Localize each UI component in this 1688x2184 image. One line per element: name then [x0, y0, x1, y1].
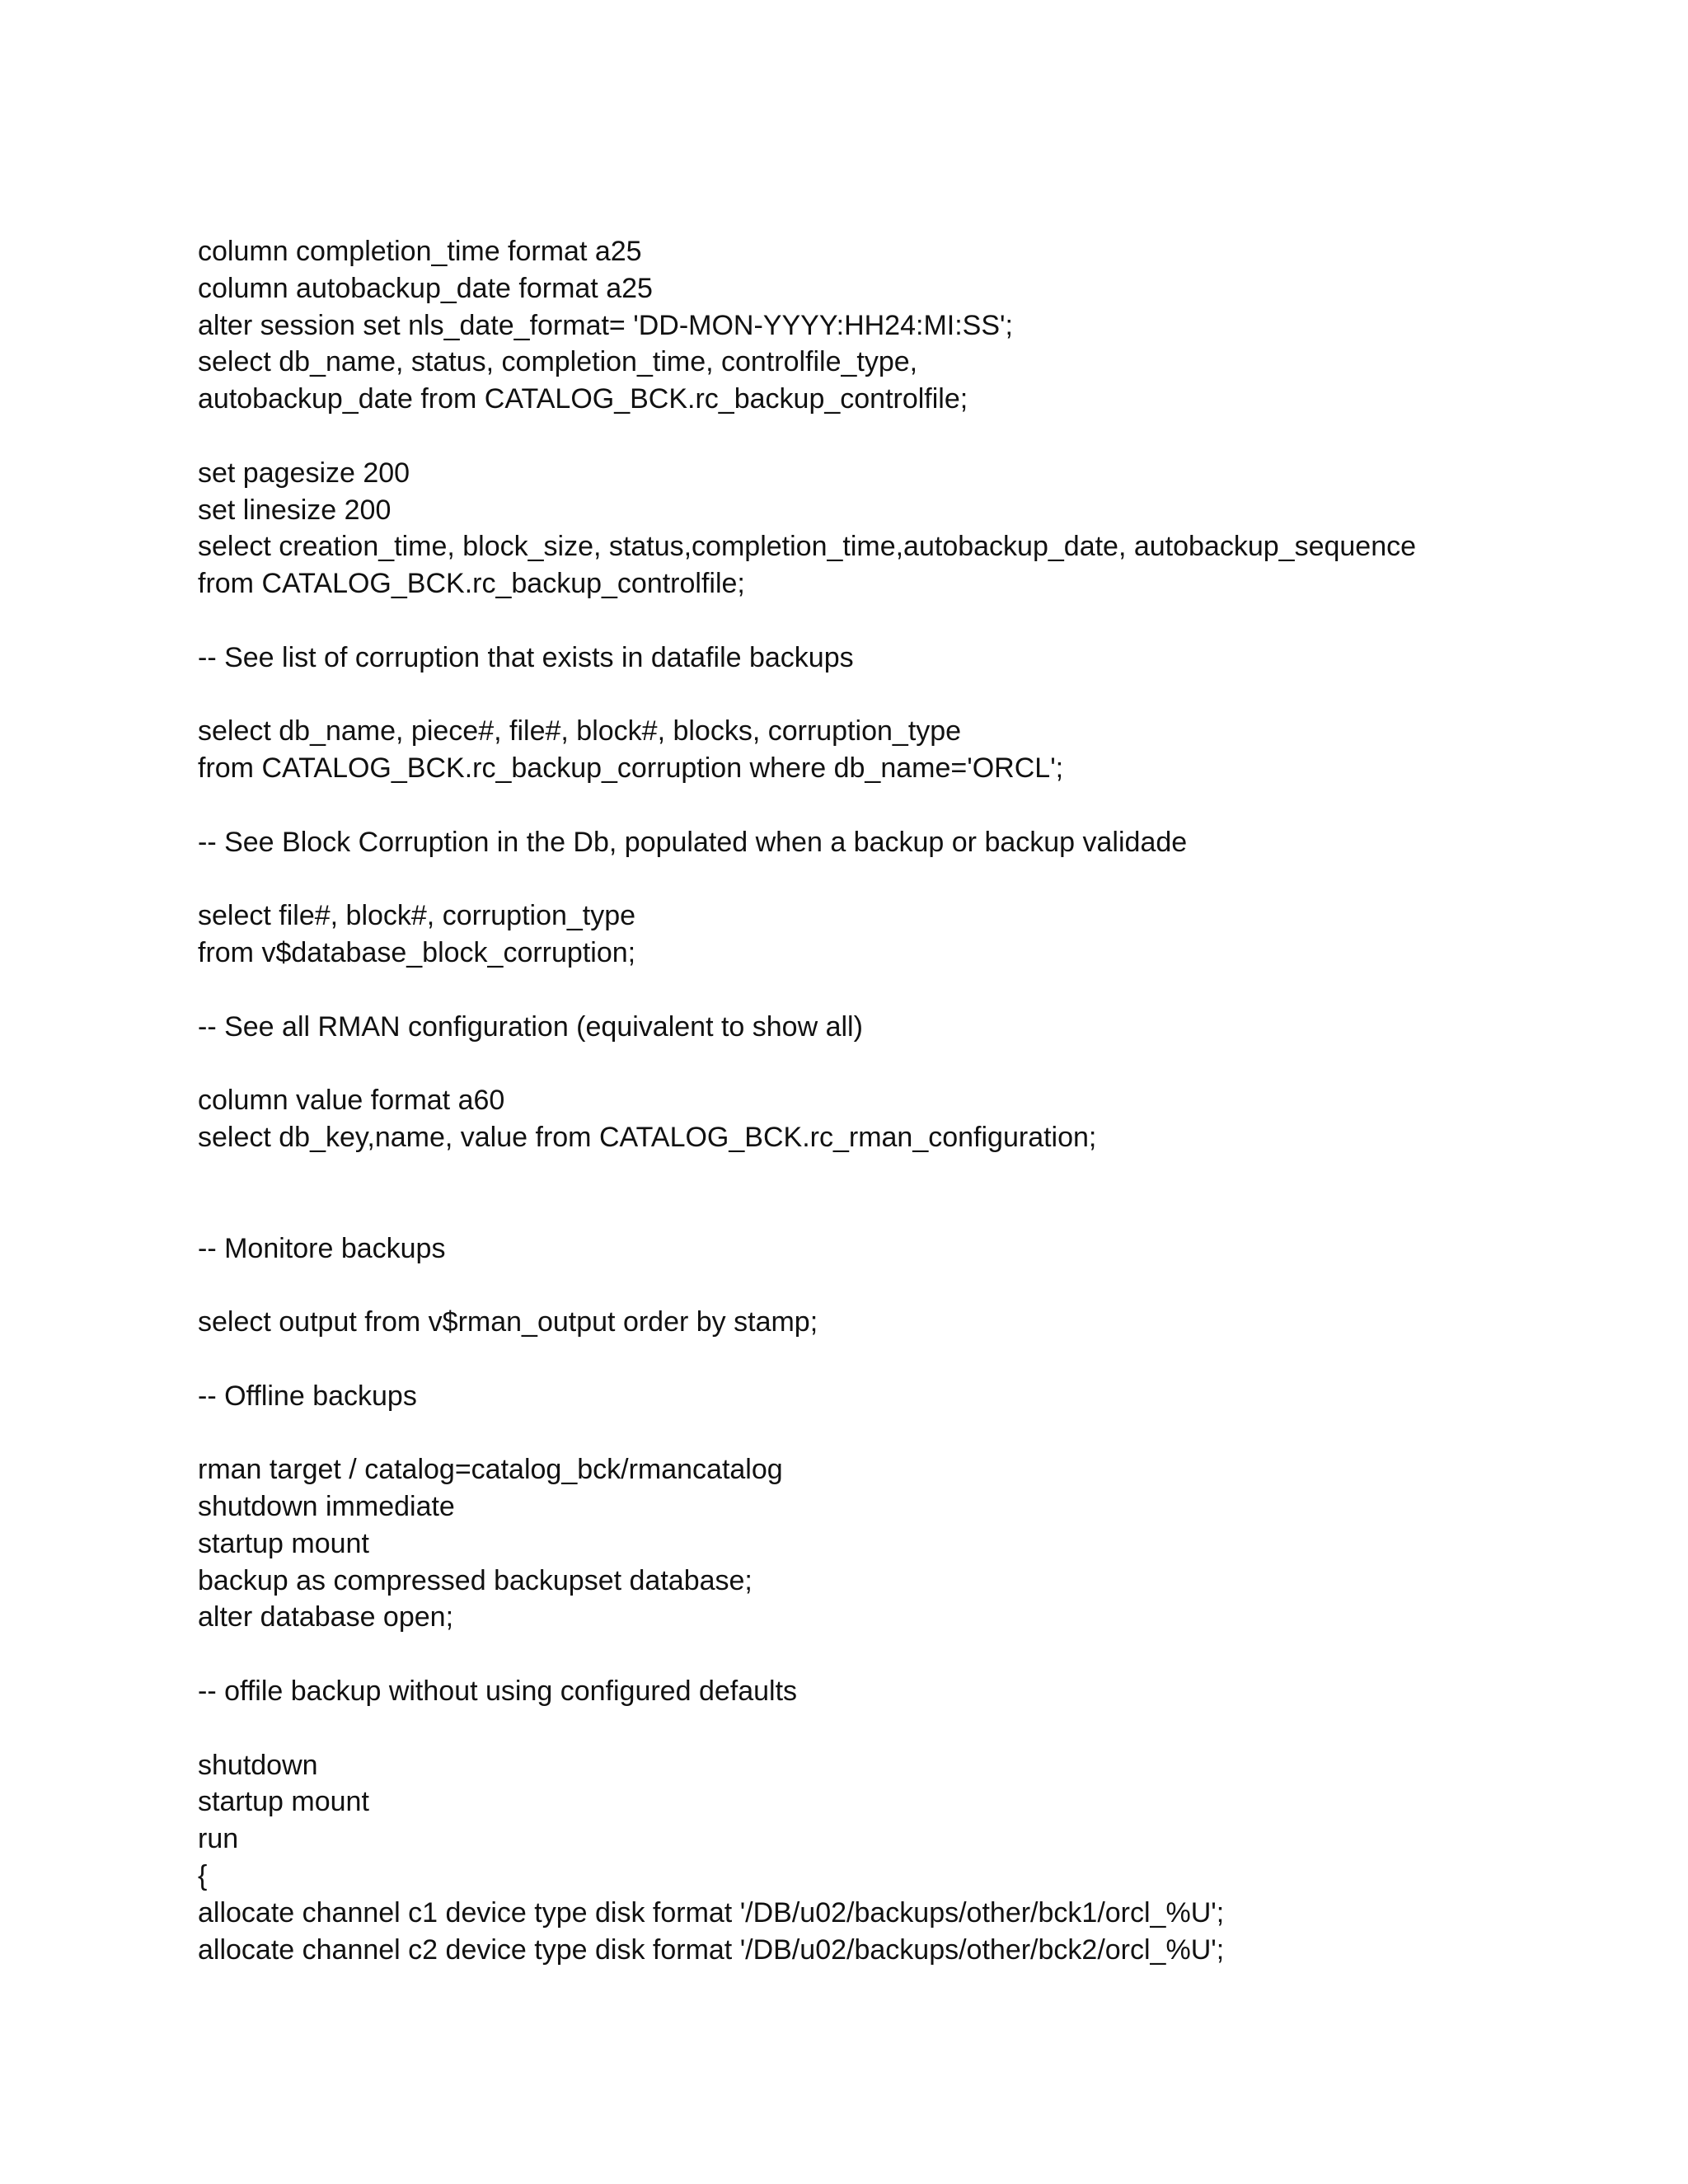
- document-line: allocate channel c1 device type disk format '/DB/u02/backups/other/bck1/orcl_%U';: [198, 1896, 1225, 1929]
- document-line: alter database open;: [198, 1601, 454, 1633]
- document-text-body: [198, 233, 1632, 1968]
- blank-line: [198, 1046, 1632, 1083]
- blank-line: [198, 861, 1632, 898]
- document-line: shutdown: [198, 1749, 318, 1781]
- document-line: select db_name, status, completion_time, controlfile_type,: [198, 346, 918, 378]
- blank-line: [198, 677, 1632, 714]
- document-line: column completion_time format a25: [198, 236, 642, 267]
- document-line: -- offile backup without using configured defaults: [198, 1675, 798, 1708]
- document-line: set pagesize 200: [198, 457, 410, 489]
- blank-line: [198, 1341, 1632, 1378]
- document-line: startup mount: [198, 1527, 369, 1559]
- blank-line: [198, 972, 1632, 1009]
- document-line: from v$database_block_corruption;: [198, 937, 636, 969]
- document-line: select file#, block#, corruption_type: [198, 900, 636, 932]
- blank-line: [198, 1636, 1632, 1673]
- document-line: column value format a60: [198, 1085, 505, 1117]
- document-line: from CATALOG_BCK.rc_backup_corruption where db_name='ORCL';: [198, 752, 1064, 785]
- document-line: startup mount: [198, 1786, 369, 1818]
- document-line: shutdown immediate: [198, 1491, 455, 1523]
- blank-line: [198, 787, 1632, 824]
- blank-line: [198, 602, 1632, 640]
- document-line: run: [198, 1823, 239, 1855]
- blank-line: [198, 1710, 1632, 1747]
- document-line: column autobackup_date format a25: [198, 272, 653, 304]
- document-line: {: [198, 1860, 208, 1892]
- document-line: select creation_time, block_size, status,completion_time,autobackup_date, autobackup_sequence: [198, 531, 1417, 563]
- document-line: from CATALOG_BCK.rc_backup_controlfile;: [198, 568, 745, 600]
- document-line: set linesize 200: [198, 494, 392, 526]
- document-line: alter session set nls_date_format= 'DD-MON-YYYY:HH24:MI:SS';: [198, 309, 1013, 341]
- document-line: allocate channel c2 device type disk format '/DB/u02/backups/other/bck2/orcl_%U';: [198, 1933, 1225, 1966]
- document-line: backup as compressed backupset database;: [198, 1564, 753, 1596]
- document-line: -- Offline backups: [198, 1380, 417, 1412]
- document-line: select output from v$rman_output order by stamp;: [198, 1306, 818, 1338]
- document-line: -- See Block Corruption in the Db, populated when a backup or backup validade: [198, 826, 1188, 858]
- document-line: select db_key,name, value from CATALOG_BCK.rc_rman_configuration;: [198, 1122, 1097, 1154]
- document-line: -- Monitore backups: [198, 1232, 446, 1264]
- document-line: select db_name, piece#, file#, block#, blocks, corruption_type: [198, 715, 962, 748]
- document-line: autobackup_date from CATALOG_BCK.rc_backup_controlfile;: [198, 383, 968, 415]
- document-line: -- See list of corruption that exists in datafile backups: [198, 641, 854, 673]
- document-line: rman target / catalog=catalog_bck/rmancatalog: [198, 1454, 783, 1486]
- blank-line: [198, 1415, 1632, 1452]
- blank-line: [198, 418, 1632, 455]
- blank-line: [198, 1156, 1632, 1193]
- blank-line: [198, 1193, 1632, 1230]
- blank-line: [198, 1267, 1632, 1304]
- document-line: -- See all RMAN configuration (equivalent to show all): [198, 1010, 863, 1043]
